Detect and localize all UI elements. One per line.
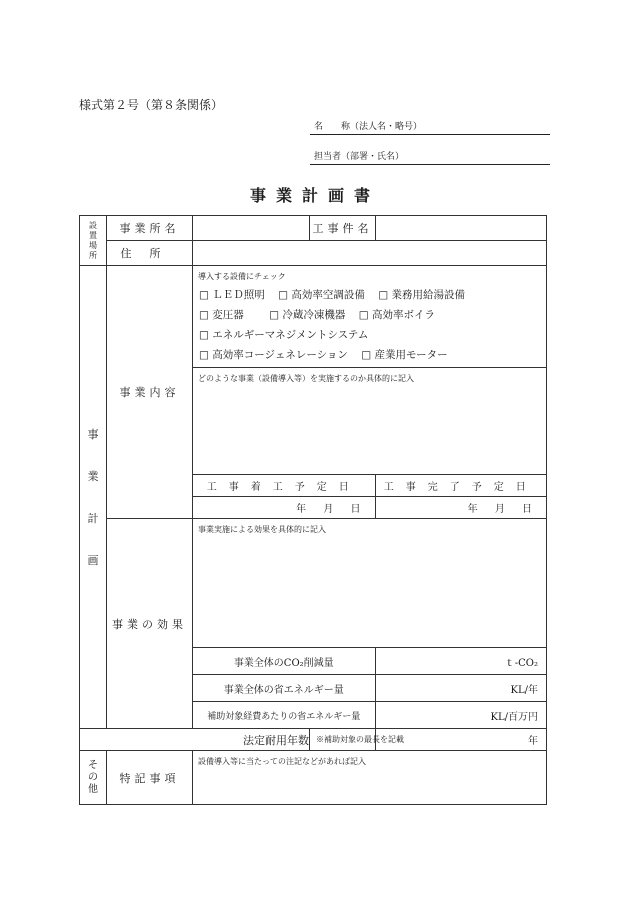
content-detail-field[interactable] [193,368,546,475]
address-label: 住所 [107,241,193,266]
checkbox-motor[interactable]: □ 産業用モーター [361,349,448,361]
durability-label: 法定耐用年数 [80,729,310,751]
effect-note: 事業実施による効果を具体的に記入 [198,525,326,534]
energy-per-cost-label: 補助対象経費あたりの省エネルギー量 [207,711,361,722]
checkbox-water-heater[interactable]: □ 業務用給湯設備 [378,289,465,301]
durability-note: ※補助対象の最長を記載 [310,729,376,751]
document-title: 事業計画書 [249,186,380,205]
equipment-checklist [193,266,546,368]
plan-char-2: 業 [87,470,99,483]
checkbox-refrigeration[interactable]: □ 冷蔵冷凍機器 [269,309,346,321]
name-field[interactable] [310,118,550,135]
co2-reduction-field[interactable]: ｔ-CO₂ [375,648,546,675]
address-value[interactable] [193,241,547,266]
effect-detail-field[interactable] [193,519,546,648]
equipment-row[interactable] [193,325,546,345]
checkbox-aircon[interactable]: □ 高効率空調設備 [278,289,365,301]
checkbox-transformer[interactable]: □ 変圧器 [199,309,244,321]
remarks-note: 設備導入等に当たっての注記などがあれば記入 [198,757,366,766]
remarks-field[interactable] [193,751,547,805]
checkbox-cogeneration[interactable]: □ 高効率コージェネレーション [199,349,348,361]
form-number: 様式第２号（第８条関係） [79,98,224,112]
checkbox-led[interactable]: □ ＬＥＤ照明 [199,289,265,301]
work-name-value[interactable] [376,216,547,241]
equipment-row[interactable] [193,345,546,365]
end-date-field[interactable]: 年 月 日 [375,497,546,519]
start-date-field[interactable]: 年 月 日 [296,504,361,515]
energy-saving-label: 事業全体の省エネルギー量 [193,675,375,702]
end-date-label: 工事完了予定日 [375,475,546,497]
plan-table [79,215,547,805]
content-detail-note: どのような事業（設備導入等）を実施するのか具体的に記入 [198,374,414,383]
work-name-label: 工事件名 [310,216,376,241]
equipment-row[interactable] [193,285,546,305]
durability-field[interactable]: 年 [376,729,547,751]
section-other-label: その他 [88,759,98,795]
section-site-label: 設置場所 [89,220,97,260]
checkbox-ems[interactable]: □ エネルギーマネジメントシステム [199,329,369,341]
start-date-label: 工事着工予定日 [193,475,375,497]
plan-char-4: 画 [87,554,99,567]
equipment-note: 導入する設備にチェック [198,272,286,281]
section-plan [80,266,107,729]
section-other [80,751,107,805]
energy-saving-field[interactable]: KL/年 [375,675,546,702]
effect-label: 事業の効果 [107,519,193,729]
contact-field[interactable] [310,148,550,165]
equipment-row[interactable] [193,305,546,325]
content-label: 事業内容 [107,266,193,519]
co2-reduction-label: 事業全体のCO₂削減量 [193,648,375,675]
name-label: 名 称（法人名・略号） [314,122,423,132]
plan-char-1: 事 [87,428,99,441]
content-cell [193,266,547,519]
remarks-label: 特記事項 [107,751,193,805]
office-name-value[interactable] [193,216,310,241]
office-name-label: 事業所名 [107,216,193,241]
effect-cell [193,519,547,729]
checkbox-boiler[interactable]: □ 高効率ボイラ [358,309,435,321]
plan-char-3: 計 [87,512,99,525]
contact-label: 担当者（部署・氏名） [314,152,405,162]
energy-per-cost-field[interactable]: KL/百万円 [375,702,546,729]
section-site [80,216,107,266]
